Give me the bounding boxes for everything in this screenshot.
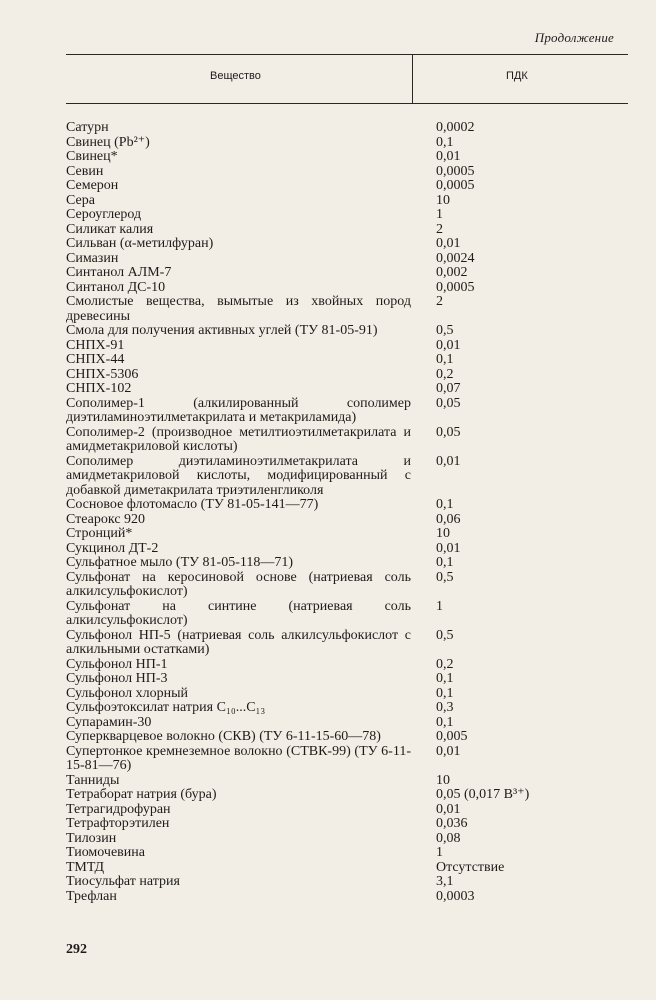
pdk-value: 3,1 — [436, 874, 454, 889]
table-row — [66, 527, 628, 542]
table-row — [66, 890, 628, 905]
table-row — [66, 672, 628, 687]
table-row — [66, 556, 628, 571]
substance-name: Тетраборат натрия (бура) — [66, 787, 217, 802]
pdk-value: Отсутствие — [436, 859, 505, 875]
table-header — [66, 54, 628, 104]
table-row — [66, 426, 628, 455]
substance-name: Смола для получения активных углей (ТУ 81-05-91) — [66, 323, 378, 338]
pdk-value: 0,5 — [436, 323, 454, 338]
table-row — [66, 817, 628, 832]
substance-name: СНПХ-44 — [66, 352, 125, 367]
pdk-value: 0,0024 — [436, 250, 475, 266]
pdk-value: 0,08 — [436, 830, 461, 846]
substance-name: Сильван (α-метилфуран) — [66, 236, 214, 251]
substance-name: Силикат калия — [66, 221, 154, 237]
pdk-value: 0,0002 — [436, 120, 475, 135]
pdk-value: 0,0005 — [436, 178, 475, 193]
pdk-value: 2 — [436, 221, 443, 237]
substance-name: Сульфонат на керосиновой основе (натриевая соль алкилсульфокислот) — [66, 569, 411, 599]
substance-name: Суперкварцевое волокно (СКВ) (ТУ 6-11-15-60—78) — [66, 729, 381, 744]
table-row — [66, 136, 628, 151]
pdk-value: 0,05 (0,017 B³⁺) — [436, 787, 530, 802]
substance-name: Сульфоэтоксилат натрия C₁₀...C₁₃ — [66, 700, 266, 715]
pdk-column-header: ПДК — [506, 70, 528, 82]
substance-name: Стеарокс 920 — [66, 511, 146, 527]
substance-name: Сульфонол НП-3 — [66, 671, 168, 686]
substance-name: Синтанол АЛМ-7 — [66, 265, 172, 280]
table-row — [66, 382, 628, 397]
table-row — [66, 542, 628, 557]
substance-name: Симазин — [66, 250, 119, 266]
pdk-value: 0,05 — [436, 395, 461, 411]
table-row — [66, 498, 628, 513]
substance-name: Сукцинол ДТ-2 — [66, 540, 159, 556]
table-row — [66, 803, 628, 818]
pdk-value: 1 — [436, 845, 443, 860]
table-row — [66, 571, 628, 600]
pdk-value: 0,01 — [436, 801, 461, 817]
substance-name: Тиосульфат натрия — [66, 874, 180, 889]
pdk-value: 1 — [436, 207, 443, 222]
table-row — [66, 788, 628, 803]
table-row — [66, 237, 628, 252]
substance-name: Тилозин — [66, 830, 117, 846]
table-row — [66, 368, 628, 383]
substance-name: Смолистые вещества, вымытые из хвойных пород древесины — [66, 294, 411, 324]
pdk-value: 0,07 — [436, 381, 461, 396]
pdk-value: 0,005 — [436, 729, 468, 744]
substance-name: Сатурн — [66, 120, 109, 135]
table-row — [66, 832, 628, 847]
substance-name: Тетрагидрофуран — [66, 801, 171, 817]
table-row — [66, 266, 628, 281]
substance-name: СНПХ-102 — [66, 381, 132, 396]
table-row — [66, 397, 628, 426]
substance-name: СНПХ-5306 — [66, 366, 139, 382]
substance-name: Сосновое флотомасло (ТУ 81-05-141—77) — [66, 497, 319, 512]
pdk-value: 0,06 — [436, 511, 461, 527]
substance-name: Сульфонол НП-1 — [66, 656, 168, 672]
table-row — [66, 223, 628, 238]
table-row — [66, 687, 628, 702]
column-divider — [412, 55, 413, 103]
pdk-value: 0,01 — [436, 337, 461, 353]
pdk-value: 10 — [436, 772, 450, 788]
pdk-value: 0,1 — [436, 685, 454, 701]
table-row — [66, 745, 628, 774]
substance-name: Сероуглерод — [66, 207, 142, 222]
pdk-value: 0,3 — [436, 700, 454, 715]
substance-name: Сульфатное мыло (ТУ 81-05-118—71) — [66, 555, 294, 570]
table-row — [66, 730, 628, 745]
table-row — [66, 194, 628, 209]
table-row — [66, 252, 628, 267]
pdk-value: 0,01 — [436, 453, 461, 469]
table-row — [66, 208, 628, 223]
pdk-value: 0,1 — [436, 497, 454, 512]
table-row — [66, 455, 628, 499]
pdk-value: 0,01 — [436, 743, 461, 759]
pdk-value: 0,5 — [436, 627, 454, 643]
substance-name: СНПХ-91 — [66, 337, 125, 353]
table-row — [66, 658, 628, 673]
pdk-value: 0,1 — [436, 352, 454, 367]
pdk-value: 0,2 — [436, 366, 454, 382]
substance-name: Сополимер-1 (алкилированный сополимер диэтиламиноэтилметакрилата и метакриламида) — [66, 395, 411, 425]
table-row — [66, 774, 628, 789]
table-row — [66, 875, 628, 890]
substance-table — [66, 121, 628, 904]
pdk-value: 10 — [436, 526, 450, 541]
pdk-value: 0,0005 — [436, 163, 475, 179]
substance-name: Тиомочевина — [66, 845, 145, 860]
page-number: 292 — [66, 942, 87, 957]
pdk-value: 0,01 — [436, 149, 461, 164]
table-row — [66, 295, 628, 324]
pdk-value: 0,002 — [436, 265, 468, 280]
substance-name: Супертонкое кремнеземное волокно (СТВК-99) (ТУ 6-11-15-81—76) — [66, 743, 411, 773]
substance-name: Стронций* — [66, 526, 133, 541]
pdk-value: 0,036 — [436, 816, 468, 831]
substance-name: Сульфонол НП-5 (натриевая соль алкилсульфокислот с алкильными остатками) — [66, 627, 411, 657]
substance-name: Свинец* — [66, 149, 118, 164]
pdk-value: 0,2 — [436, 656, 454, 672]
pdk-value: 0,0003 — [436, 888, 475, 904]
substance-name: Трефлан — [66, 888, 117, 904]
continued-label: Продолжение — [534, 30, 614, 45]
pdk-value: 10 — [436, 192, 450, 208]
substance-name: Сульфонол хлорный — [66, 685, 188, 701]
substance-column-header: Вещество — [210, 70, 261, 82]
table-row — [66, 353, 628, 368]
substance-name: Сульфонат на синтине (натриевая соль алкилсульфокислот) — [66, 598, 411, 628]
table-row — [66, 339, 628, 354]
pdk-value: 0,1 — [436, 134, 454, 150]
pdk-value: 0,0005 — [436, 279, 475, 295]
pdk-value: 0,5 — [436, 569, 454, 585]
table-row — [66, 600, 628, 629]
pdk-value: 1 — [436, 598, 443, 614]
table-row — [66, 861, 628, 876]
table-row — [66, 846, 628, 861]
substance-name: Супарамин-30 — [66, 714, 152, 730]
table-row — [66, 150, 628, 165]
substance-name: ТМТД — [66, 859, 105, 875]
substance-name: Севин — [66, 163, 104, 179]
substance-name: Сера — [66, 192, 95, 208]
pdk-value: 0,01 — [436, 236, 461, 251]
substance-name: Тетрафторэтилен — [66, 816, 170, 831]
substance-name: Танниды — [66, 772, 120, 788]
substance-name: Сополимер диэтиламиноэтилметакрилата и амидметакриловой кислоты, модифицированный с добавкой диметакрилата триэтиленгликоля — [66, 453, 411, 498]
table-row — [66, 121, 628, 136]
table-row — [66, 324, 628, 339]
substance-name: Семерон — [66, 178, 119, 193]
table-row — [66, 513, 628, 528]
pdk-value: 0,1 — [436, 714, 454, 730]
table-row — [66, 701, 628, 716]
substance-name: Синтанол ДС-10 — [66, 279, 166, 295]
pdk-value: 0,1 — [436, 555, 454, 570]
table-row — [66, 716, 628, 731]
table-row — [66, 179, 628, 194]
pdk-value: 0,05 — [436, 424, 461, 440]
substance-name: Свинец (Pb²⁺) — [66, 134, 150, 150]
pdk-value: 0,01 — [436, 540, 461, 556]
table-row — [66, 629, 628, 658]
table-row — [66, 281, 628, 296]
substance-name: Сополимер-2 (производное метилтиоэтилметакрилата и амидметакриловой кислоты) — [66, 424, 411, 454]
pdk-value: 0,1 — [436, 671, 454, 686]
table-row — [66, 165, 628, 180]
pdk-value: 2 — [436, 294, 443, 309]
